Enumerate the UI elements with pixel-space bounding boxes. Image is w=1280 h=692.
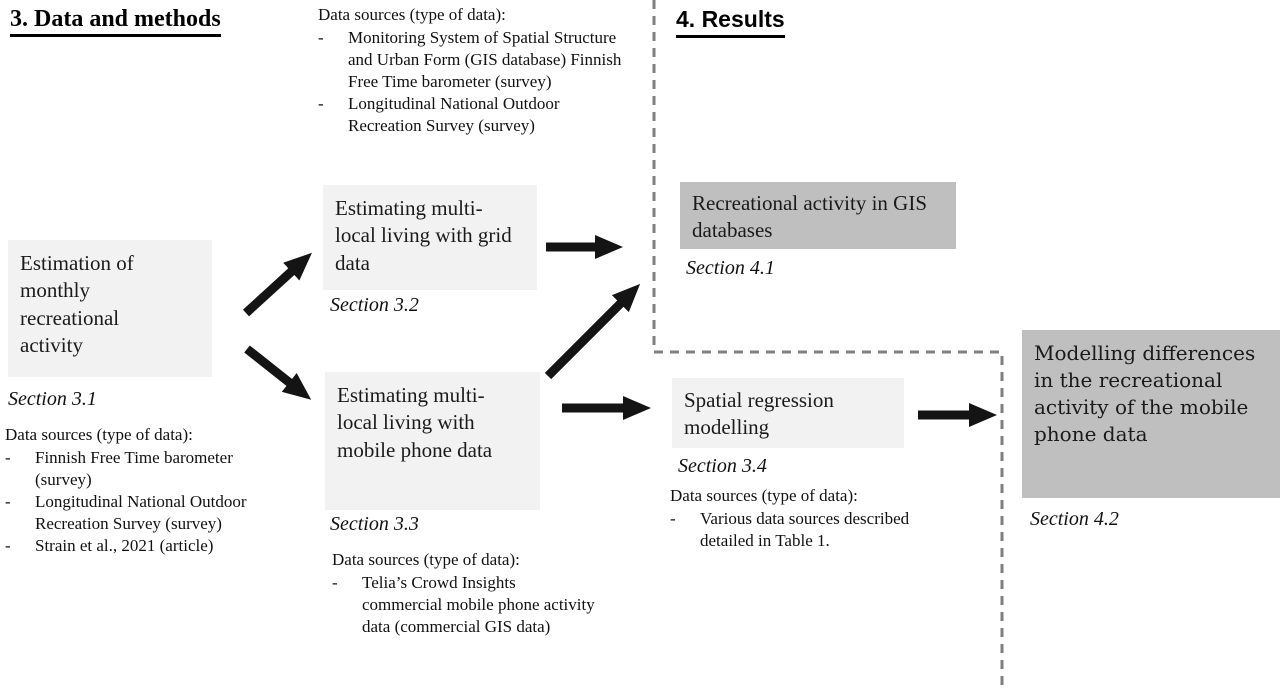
data-sources-mobile-label: Data sources (type of data): <box>332 550 520 569</box>
bullet-dash: - <box>318 94 324 114</box>
bullet-dash: - <box>670 509 676 529</box>
list-item <box>332 572 632 638</box>
data-sources-estimation-label: Data sources (type of data): <box>5 425 193 444</box>
bullet-dash: - <box>5 448 11 468</box>
section-ref-3-1: Section 3.1 <box>8 388 97 410</box>
results-section-dashed-divider <box>654 0 1002 692</box>
node-estimation-monthly-recreational-activity <box>8 240 212 377</box>
node-label: Estimating multi-local living with mobile phone data <box>337 383 493 462</box>
section-heading-data-and-methods <box>10 6 221 37</box>
data-source-text: Strain et al., 2021 (article) <box>35 536 214 556</box>
node-label: Recreational activity in GIS databases <box>692 191 928 243</box>
section-heading-results <box>676 6 785 38</box>
node-recreational-activity-gis-databases <box>680 182 956 249</box>
heading-results-text: 4. Results <box>676 6 785 38</box>
list-item <box>318 93 630 137</box>
section-ref-3-2: Section 3.2 <box>330 294 419 316</box>
node-spatial-regression-modelling <box>672 378 904 448</box>
data-sources-regression-label: Data sources (type of data): <box>670 486 858 505</box>
bullet-dash: - <box>5 492 11 512</box>
list-item <box>5 491 301 535</box>
list-item <box>5 447 301 491</box>
bullet-dash: - <box>318 28 324 48</box>
node-label: Estimation of monthly recreational activity <box>20 251 134 357</box>
data-source-text: Telia’s Crowd Insights commercial mobile phone activity data (commercial GIS data) <box>362 573 595 637</box>
bullet-dash: - <box>332 573 338 593</box>
data-sources-grid-label: Data sources (type of data): <box>318 5 506 24</box>
data-source-text: Longitudinal National Outdoor Recreation Survey (survey) <box>35 492 247 534</box>
node-estimating-multilocal-mobile-phone-data <box>325 372 540 510</box>
data-sources-estimation <box>5 424 301 558</box>
data-source-text: Longitudinal National Outdoor Recreation Survey (survey) <box>348 94 560 136</box>
node-label: Estimating multi-local living with grid data <box>335 196 512 275</box>
node-label: Modelling differences in the recreational activity of the mobile phone data <box>1034 341 1256 446</box>
data-sources-regression <box>670 485 982 552</box>
list-item <box>5 535 301 557</box>
bullet-dash: - <box>5 536 11 556</box>
section-ref-4-2: Section 4.2 <box>1030 508 1119 530</box>
arrow-mobile-to-gis-results <box>548 303 621 376</box>
node-label: Spatial regression modelling <box>684 388 834 440</box>
heading-methods-text: 3. Data and methods <box>10 6 221 37</box>
section-ref-3-4: Section 3.4 <box>678 455 767 477</box>
list-item <box>670 508 982 552</box>
section-ref-3-3: Section 3.3 <box>330 513 419 535</box>
section-ref-4-1: Section 4.1 <box>686 257 775 279</box>
data-source-text: Various data sources described detailed in Table 1. <box>700 509 910 551</box>
arrow-estimation-to-grid <box>246 271 292 313</box>
list-item <box>318 27 630 93</box>
data-sources-grid <box>318 4 630 138</box>
node-estimating-multilocal-grid-data <box>323 185 537 290</box>
data-source-text: Monitoring System of Spatial Structure and Urban Form (GIS database) Finnish Free Time barometer (survey) <box>348 28 622 92</box>
data-source-text: Finnish Free Time barometer (survey) <box>35 448 233 490</box>
node-modelling-differences-mobile-phone-data <box>1022 330 1280 498</box>
data-sources-mobile <box>332 549 632 638</box>
arrow-estimation-to-mobile <box>247 349 290 383</box>
